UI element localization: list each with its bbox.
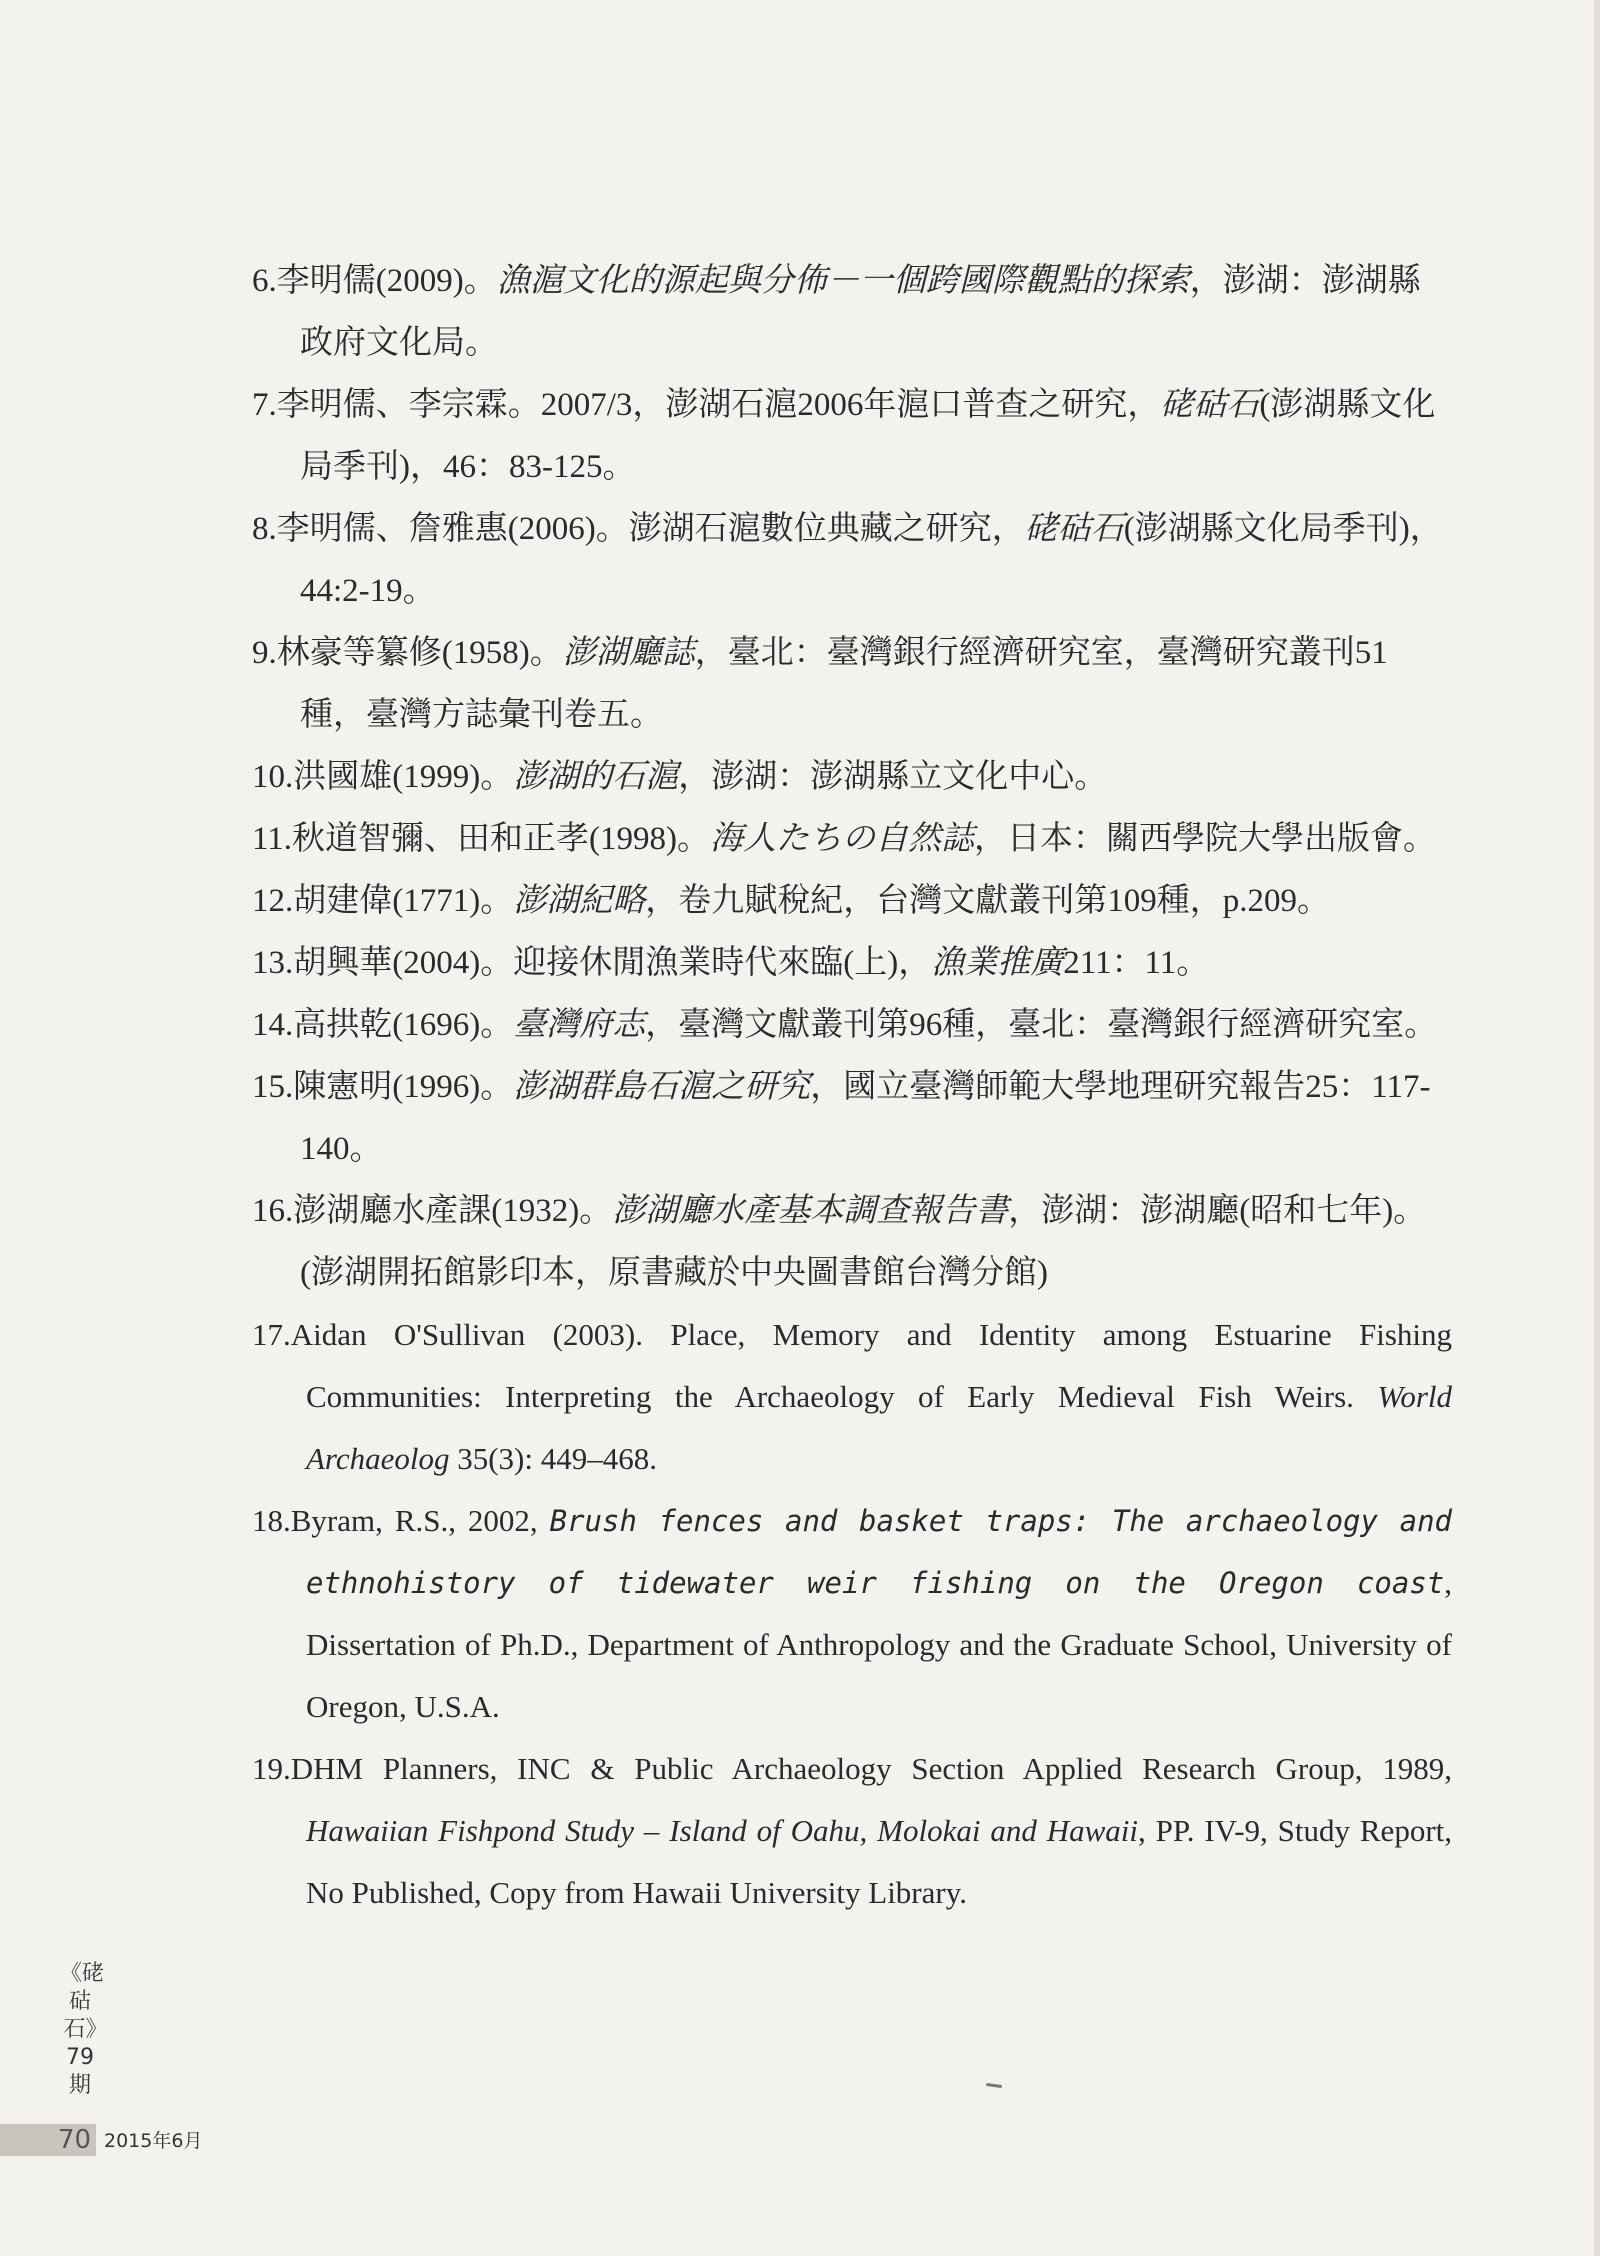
reference-title: World Archaeolog [306, 1379, 1452, 1476]
reference-item: 16.澎湖廳水產課(1932)。澎湖廳水產基本調查報告書，澎湖：澎湖廳(昭和七年)。(澎湖開拓館影印本，原書藏於中央圖書館台灣分館) [252, 1193, 1427, 1291]
reference-item: 13.胡興華(2004)。迎接休閒漁業時代來臨(上)，漁業推廣211：11。 [252, 945, 1210, 981]
reference-title: 澎湖廳水產基本調查報告書 [612, 1193, 1009, 1229]
reference-item: 14.高拱乾(1696)。臺灣府志，臺灣文獻叢刊第96種，臺北：臺灣銀行經濟研究室。 [252, 1007, 1438, 1043]
reference-item: 10.洪國雄(1999)。澎湖的石滬，澎湖：澎湖縣立文化中心。 [252, 759, 1108, 795]
reference-item: 19.DHM Planners, INC & Public Archaeology Section Applied Research Group, 1989, Hawaiian Fishpond Study – Island of Oahu, Molokai and Hawaii, PP. IV-9, Study Report, No Published, Copy from Hawaii University Library. [252, 1751, 1452, 1910]
reference-title: 臺灣府志 [513, 1007, 646, 1043]
page-edge-shadow [1594, 0, 1600, 2256]
reference-item: 8.李明儒、詹雅惠(2006)。澎湖石滬數位典藏之研究，硓𥑮石(澎湖縣文化局季刊)，44:2-19。 [252, 511, 1443, 609]
reference-item: 18.Byram, R.S., 2002, Brush fences and basket traps: The archaeology and ethnohistory of tidewater weir fishing on the Oregon coast, Dissertation of Ph.D., Department of Anthropology and the Graduate School, University of Oregon, U.S.A. [252, 1503, 1452, 1724]
reference-title: Hawaiian Fishpond Study – Island of Oahu, Molokai and Hawaii [306, 1813, 1139, 1848]
reference-item: 11.秋道智彌、田和正孝(1998)。海人たちの自然誌，日本：關西學院大學出版會。 [252, 821, 1437, 857]
reference-title: 海人たちの自然誌 [710, 821, 975, 857]
reference-item: 6.李明儒(2009)。漁滬文化的源起與分佈－一個跨國際觀點的探索，澎湖：澎湖縣政府文化局。 [252, 263, 1421, 361]
reference-item: 9.林豪等纂修(1958)。澎湖廳誌，臺北：臺灣銀行經濟研究室，臺灣研究叢刊51種，臺灣方誌彙刊卷五。 [252, 635, 1388, 733]
reference-item: 15.陳憲明(1996)。澎湖群島石滬之研究，國立臺灣師範大學地理研究報告25：117-140。 [252, 1069, 1431, 1167]
reference-title: 澎湖紀略 [513, 883, 646, 919]
reference-title: 澎湖的石滬 [513, 759, 679, 795]
page-number: 70 [58, 2125, 92, 2155]
reference-title: Brush fences and basket traps: The archaeology and ethnohistory of tidewater weir fishing on the Oregon coast [306, 1504, 1452, 1600]
issue-date: 2015年6月 [104, 2130, 203, 2152]
reference-title: 澎湖廳誌 [562, 635, 695, 671]
reference-item: 17.Aidan O'Sullivan (2003). Place, Memory and Identity among Estuarine Fishing Communities: Interpreting the Archaeology of Early Medieval Fish Weirs. World Archaeolog 35(3): 449–468. [252, 1317, 1452, 1476]
reference-title: 硓𥑮石 [1024, 511, 1124, 547]
reference-title: 澎湖群島石滬之研究 [513, 1069, 811, 1105]
reference-title: 漁滬文化的源起與分佈－一個跨國際觀點的探索 [496, 263, 1190, 299]
reference-title: 硓𥑮石 [1160, 387, 1260, 423]
scan-speck [986, 2083, 1002, 2088]
reference-item: 7.李明儒、李宗霖。2007/3，澎湖石滬2006年滬口普查之研究，硓𥑮石(澎湖縣文化局季刊)，46：83-125。 [252, 387, 1436, 485]
reference-title: 漁業推廣 [931, 945, 1064, 981]
reference-item: 12.胡建偉(1771)。澎湖紀略，卷九賦稅紀，台灣文獻叢刊第109種，p.209。 [252, 883, 1330, 919]
journal-issue-label: 《硓𥑮石》79期 [60, 1961, 105, 2098]
reference-list [252, 250, 1452, 1924]
